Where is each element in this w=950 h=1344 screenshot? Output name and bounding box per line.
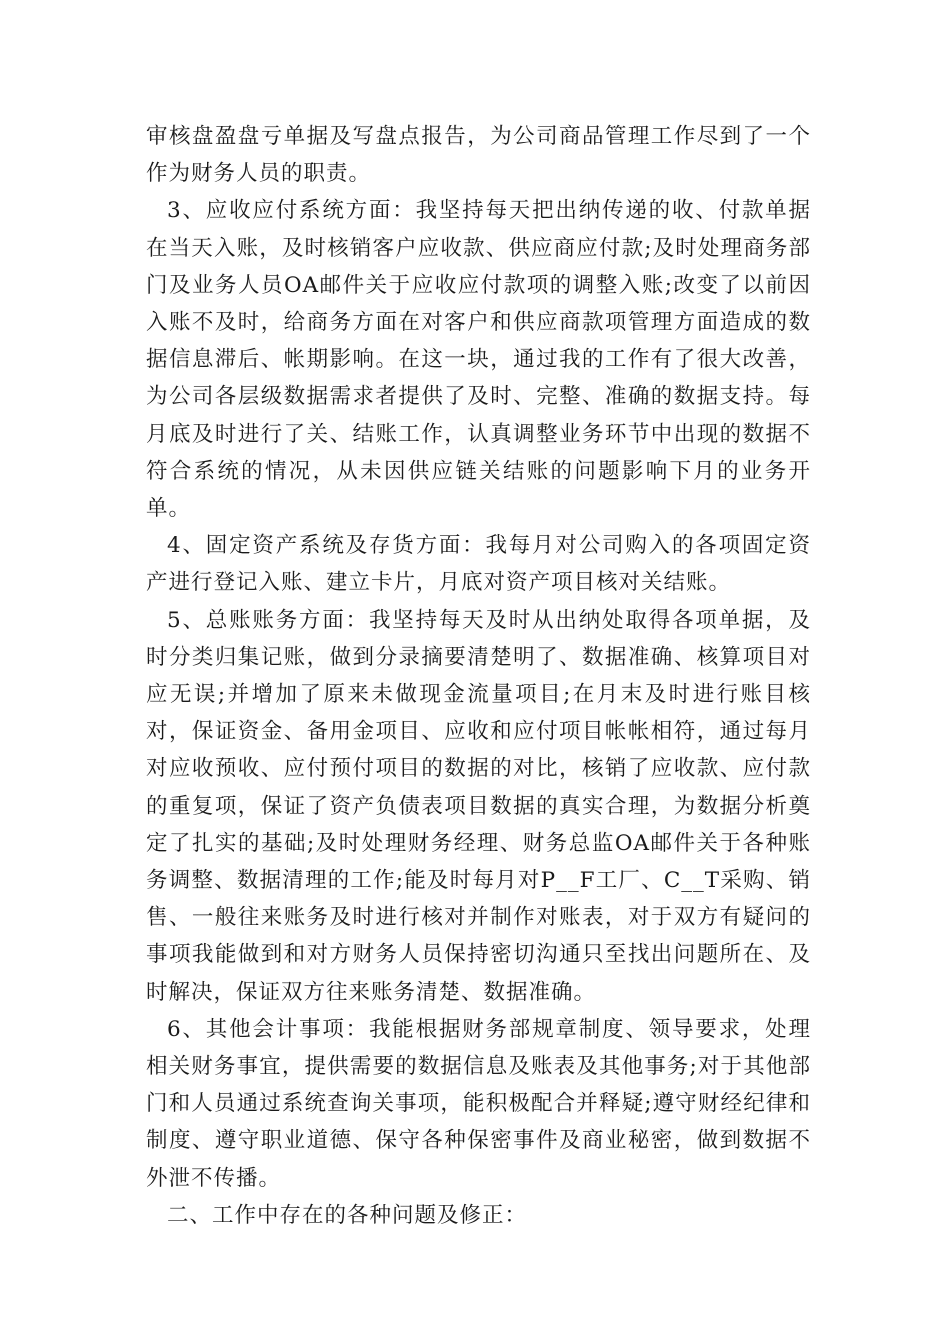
document-body (146, 118, 811, 1234)
paragraph-item-4: 4、固定资产系统及存货方面：我每月对公司购入的各项固定资产进行登记入账、建立卡片，月底对资产项目核对关结账。 (146, 533, 811, 596)
paragraph-item-6: 6、其他会计事项：我能根据财务部规章制度、领导要求，处理相关财务事宜，提供需要的数据信息及账表及其他事务;对于其他部门和人员通过系统查询关事项，能积极配合并释疑;遵守财经纪律和制度、遵守职业道德、保守各种保密事件及商业秘密，做到数据不外泄不传播。 (146, 1016, 811, 1191)
section-heading: 二、工作中存在的各种问题及修正： (167, 1202, 528, 1228)
paragraph-item-3: 3、应收应付系统方面：我坚持每天把出纳传递的收、付款单据在当天入账，及时核销客户应收款、供应商应付款;及时处理商务部门及业务人员OA邮件关于应收应付款项的调整入账;改变了以前因入账不及时，给商务方面在对客户和供应商款项管理方面造成的数据信息滞后、帐期影响。在这一块，通过我的工作有了很大改善，为公司各层级数据需求者提供了及时、完整、准确的数据支持。每月底及时进行了关、结账工作，认真调整业务环节中出现的数据不符合系统的情况，从未因供应链关结账的问题影响下月的业务开单。 (146, 198, 811, 522)
paragraph-continuation: 审核盘盈盘亏单据及写盘点报告，为公司商品管理工作尽到了一个作为财务人员的职责。 (146, 124, 811, 187)
paragraph-item-5: 5、总账账务方面：我坚持每天及时从出纳处取得各项单据，及时分类归集记账，做到分录摘要清楚明了、数据准确、核算项目对应无误;并增加了原来未做现金流量项目;在月末及时进行账目核对，保证资金、备用金项目、应收和应付项目帐帐相符，通过每月对应收预收、应付预付项目的数据的对比，核销了应收款、应付款的重复项，保证了资产负债表项目数据的真实合理，为数据分析奠定了扎实的基础;及时处理财务经理、财务总监OA邮件关于各种账务调整、数据清理的工作;能及时每月对P__F工厂、C__T采购、销售、一般往来账务及时进行核对并制作对账表，对于双方有疑问的事项我能做到和对方财务人员保持密切沟通只至找出问题所在、及时解决，保证双方往来账务清楚、数据准确。 (146, 607, 811, 1005)
